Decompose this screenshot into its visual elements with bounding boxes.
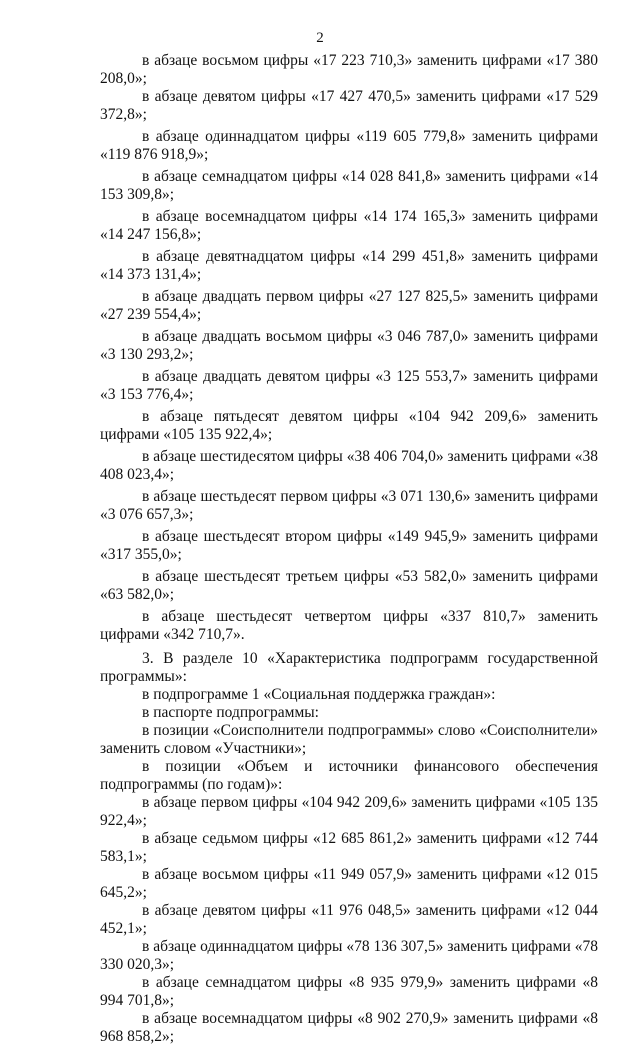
paragraph: в позиции «Объем и источники финансового обеспечения подпрограммы (по годам)»: [100,758,598,793]
paragraph: в абзаце шестидесятом цифры «38 406 704,0» заменить цифрами «38 408 023,4»; [100,448,598,483]
paragraph: в абзаце двадцать восьмом цифры «3 046 787,0» заменить цифрами «3 130 293,2»; [100,328,598,363]
paragraph: в абзаце одиннадцатом цифры «78 136 307,5» заменить цифрами «78 330 020,3»; [100,938,598,973]
page-number: 2 [316,30,324,46]
paragraph: в абзаце семнадцатом цифры «14 028 841,8» заменить цифрами «14 153 309,8»; [100,168,598,203]
paragraph: в абзаце девятом цифры «17 427 470,5» заменить цифрами «17 529 372,8»; [100,88,598,123]
paragraph: в абзаце двадцать первом цифры «27 127 825,5» заменить цифрами «27 239 554,4»; [100,288,598,323]
document-body [100,52,598,1046]
paragraph: в абзаце шестьдесят четвертом цифры «337 810,7» заменить цифрами «342 710,7». [100,608,598,643]
paragraph: в абзаце девятом цифры «11 976 048,5» заменить цифрами «12 044 452,1»; [100,902,598,937]
paragraph: в абзаце шестьдесят третьем цифры «53 582,0» заменить цифрами «63 582,0»; [100,568,598,603]
paragraph: в абзаце одиннадцатом цифры «119 605 779,8» заменить цифрами «119 876 918,9»; [100,128,598,163]
paragraph: в абзаце восемнадцатом цифры «8 902 270,9» заменить цифрами «8 968 858,2»; [100,1010,598,1045]
paragraph: в абзаце восемнадцатом цифры «14 174 165,3» заменить цифрами «14 247 156,8»; [100,208,598,243]
paragraph: в позиции «Соисполнители подпрограммы» слово «Соисполнители» заменить словом «Участники»; [100,722,598,757]
paragraph: в абзаце пятьдесят девятом цифры «104 942 209,6» заменить цифрами «105 135 922,4»; [100,408,598,443]
paragraph: в абзаце семнадцатом цифры «8 935 979,9» заменить цифрами «8 994 701,8»; [100,974,598,1009]
paragraph: в паспорте подпрограммы: [142,704,319,721]
paragraph: в абзаце восьмом цифры «17 223 710,3» заменить цифрами «17 380 208,0»; [100,52,598,87]
paragraph: в подпрограмме 1 «Социальная поддержка граждан»: [142,686,496,703]
paragraph: в абзаце шестьдесят втором цифры «149 945,9» заменить цифрами «317 355,0»; [100,528,598,563]
paragraph: в абзаце седьмом цифры «12 685 861,2» заменить цифрами «12 744 583,1»; [100,830,598,865]
paragraph: в абзаце двадцать девятом цифры «3 125 553,7» заменить цифрами «3 153 776,4»; [100,368,598,403]
paragraph: в абзаце восьмом цифры «11 949 057,9» заменить цифрами «12 015 645,2»; [100,866,598,901]
section-heading: 3. В разделе 10 «Характеристика подпрограмм государственной программы»: [100,650,598,685]
paragraph: в абзаце первом цифры «104 942 209,6» заменить цифрами «105 135 922,4»; [100,794,598,829]
paragraph: в абзаце девятнадцатом цифры «14 299 451,8» заменить цифрами «14 373 131,4»; [100,248,598,283]
paragraph: в абзаце шестьдесят первом цифры «3 071 130,6» заменить цифрами «3 076 657,3»; [100,488,598,523]
